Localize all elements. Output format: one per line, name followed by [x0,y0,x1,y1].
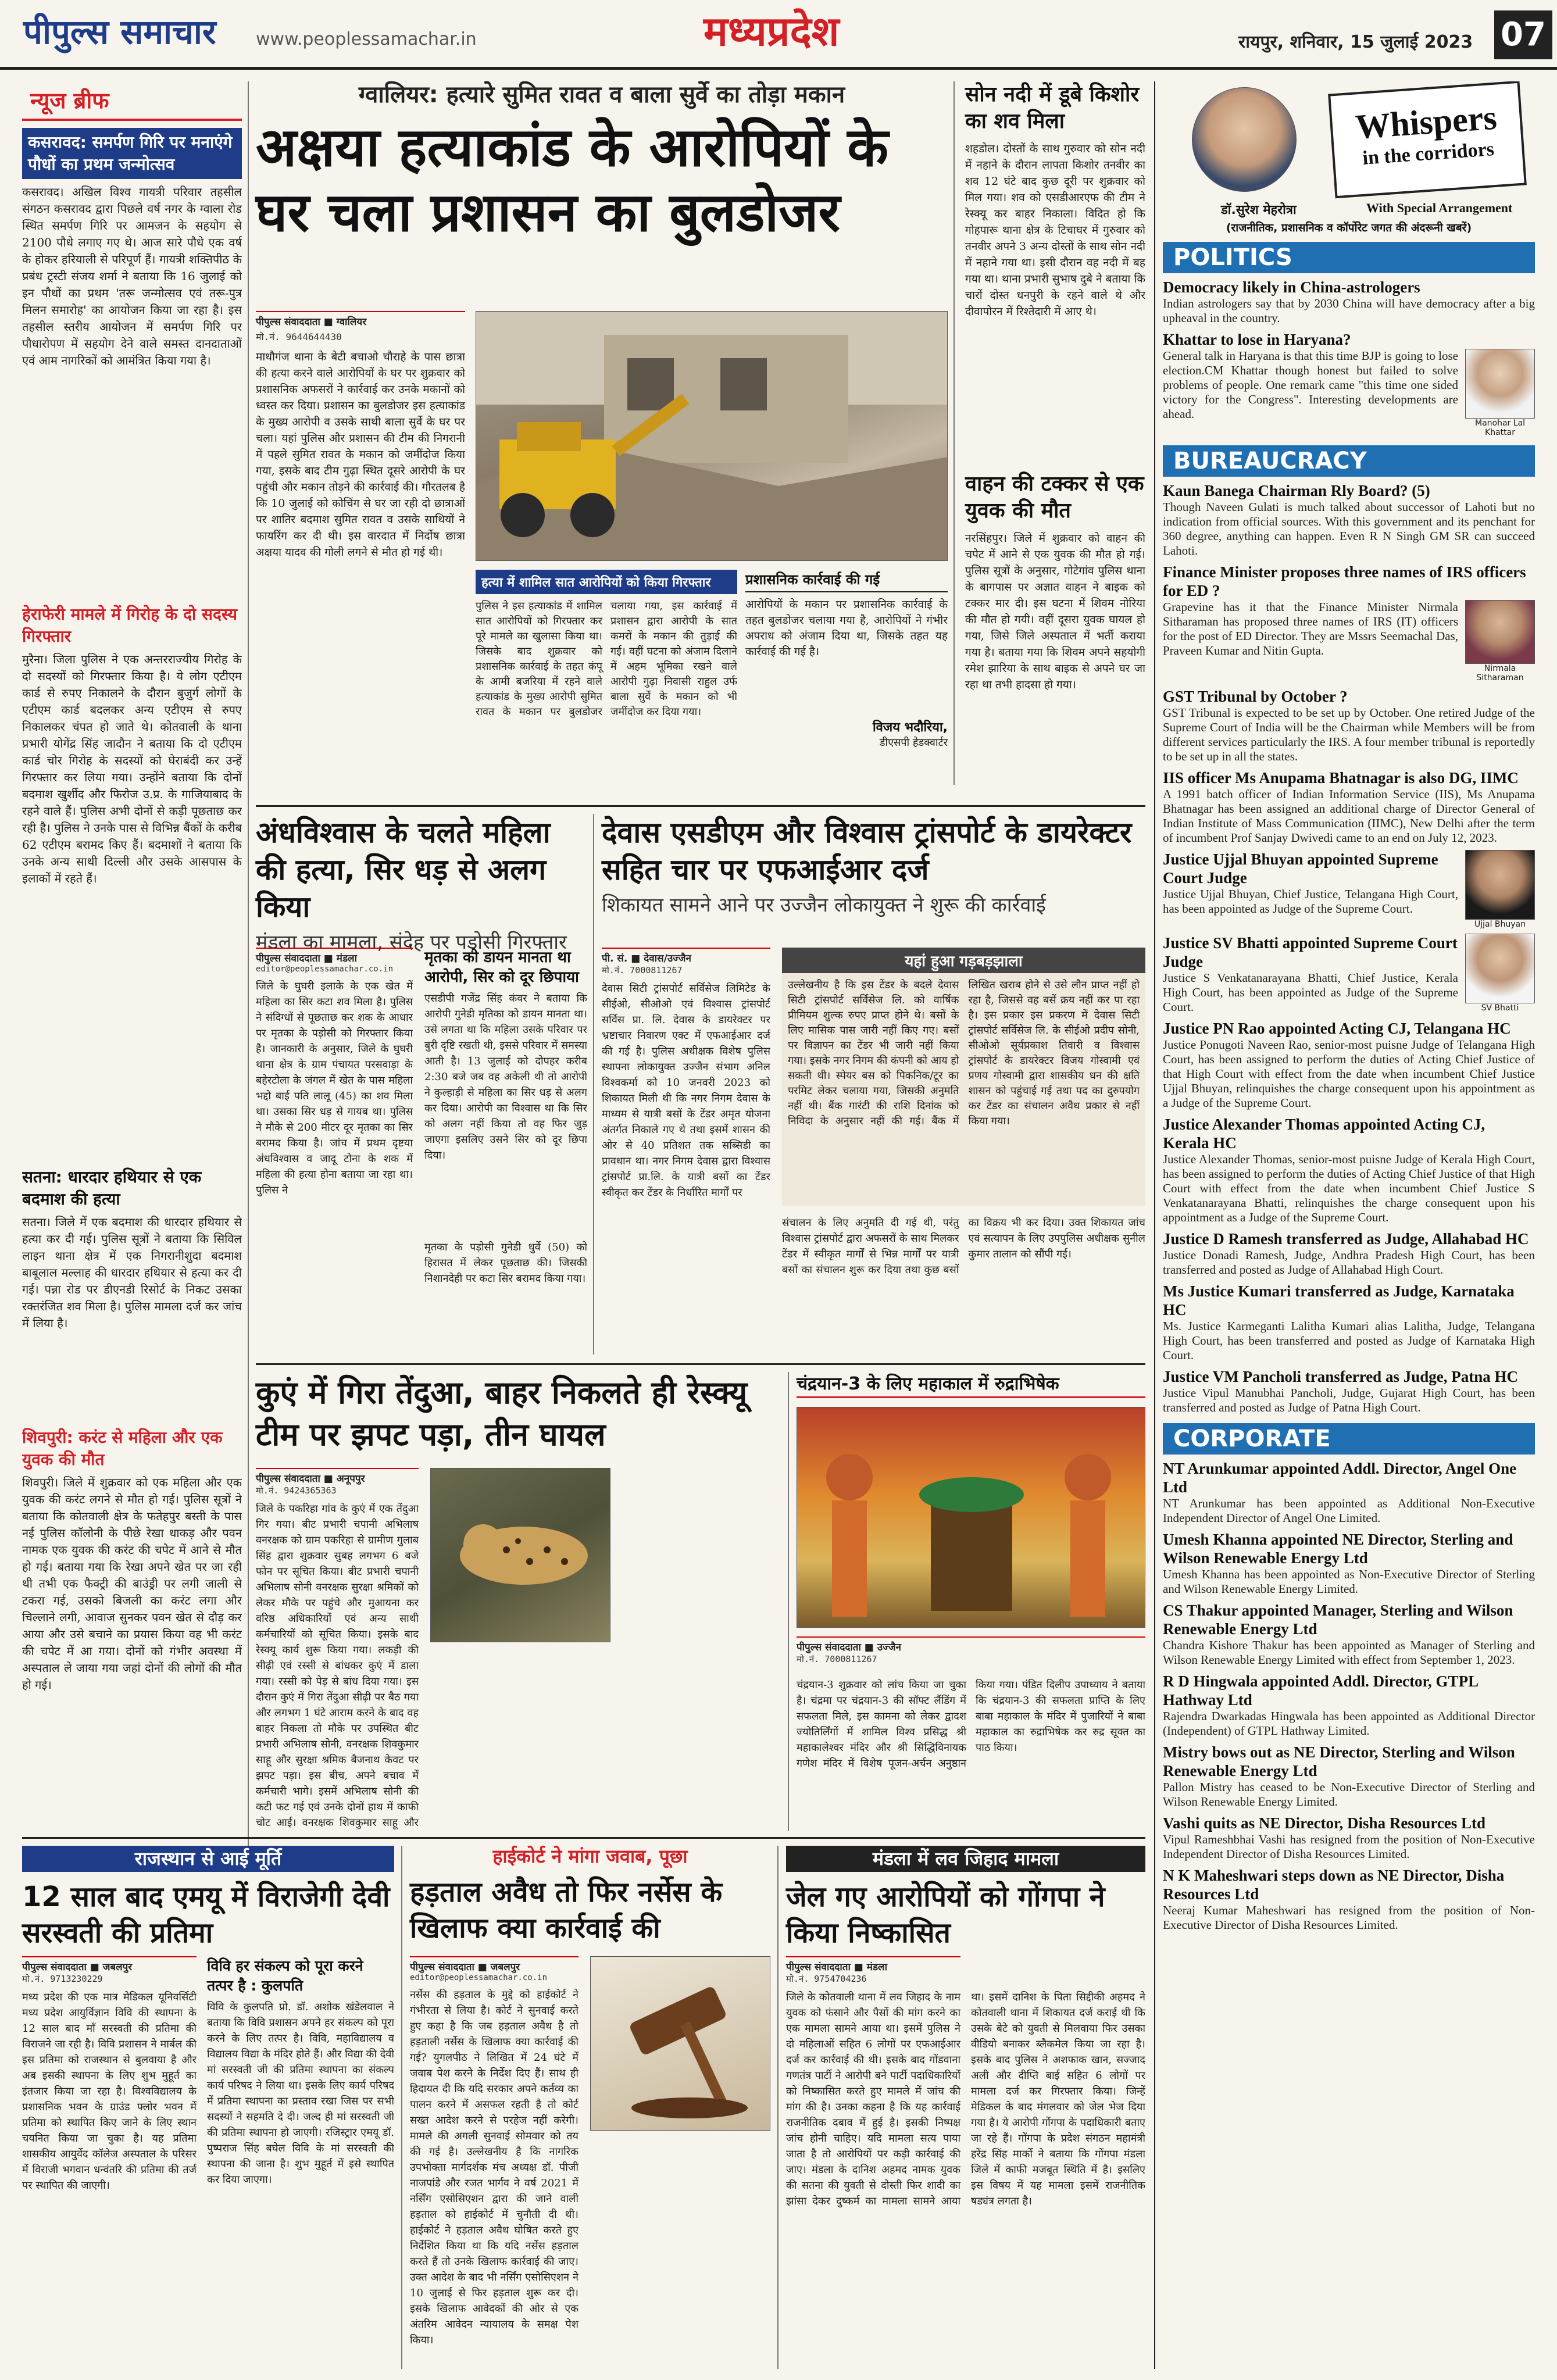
dewas-body-2: संचालन के लिए अनुमति दी गई थी, परंतु विश्वास ट्रांसपोर्ट द्वारा अफसरों के साथ मिलकर टेंडर में स्वीकृत मार्गों से भिन्न मार्गों पर यात्री बसों का संचालन शुरू कर दिया तथा कुछ बसों का विक्रय भी कर दिया। उक्त शिकायत जांच एवं सत्यापन के लिए उपपुलिस अधीक्षक सुनील कुमार तालान को सौंपी गई। [782,1217,1145,1276]
dewas-phone: मो.नं. 7000811267 [602,965,683,975]
box-title: हत्या में शामिल सात आरोपियों को किया गिरफ्तार [476,570,737,594]
rajasthan-byline: पीपुल्स संवाददाता ■ जबलपुर [22,1956,197,1973]
nurses-kicker: हाईकोर्ट ने मांगा जवाब, पूछा [492,1845,688,1867]
mandla-body: जिले के कोतवाली थाना में लव जिहाद के नाम युवक को फंसाने और पैसों की मांग करने का एक मामला सामने आया था। इसमें पुलिस ने दो महिलाओं सहित 6 लोगों पर एफआईआर दर्ज कर कार्रवाई की थी। इसके बाद गोंडवाना गणतंत्र पार्टी ने आरोपी बने पार्टी पदाधिकारियों को निष्कासित करते हुए मामले में जांच की मांग की है। उनका कहना है कि यह कार्रवाई राजनीतिक दबाव में हुई है। इसकी निष्पक्ष जांच होनी चाहिए। यदि मामला सत्य पाया जाता है तो आरोपियों पर कड़ी कार्रवाई की जाए। मंडला के दानिश अहमद नामक युवक की सतना की युवती से दोस्ती फिर शादी का झांसा देकर दुष्कर्म का मामला सामने आया था। इसमें दानिश के पिता सिद्दीकी अहमद ने कोतवाली थाना में शिकायत दर्ज कराई थी कि उसके बेटे को युवती से मिलवाया फिर उसका वीडियो बनाकर ब्लैकमेल किया जा रहा है। इसके बाद पुलिस ने अशफाक खान, सज्जाद अली और दीप्ति बाई सहित 6 लोगों पर मामला दर्ज कर गिरफ्तार किया। जिन्हें मेडिकल के बाद मंगलवार को जेल भेज दिया गया है। ये आरोपी गोंगपा के पदाधिकारी बताए जा रहे हैं। गोंगपा के प्रदेश संगठन महामंत्री हरेंद्र सिंह मार्को ने बताया कि गोंगपा मंडला जिले में काफी मजबूत स्थिति में है। इसलिए इस विषय में यह मामला इसमें राजनीतिक षड्यंत्र लगता है। [786,1991,1145,2207]
lead-phone: मो.नं. 9644644430 [256,331,342,342]
rajasthan-box-body: विवि के कुलपति प्रो. डॉ. अशोक खंडेलवाल ने बताया कि विवि प्रशासन अपने हर संकल्प को पूरा करने के लिए तत्पर है। विवि, महाविद्यालय व विद्यालय विद्या के मंदिर होते हैं। और विद्या की देवी मां सरस्वती जी की प्रतिमा स्थापना का संकल्प कार्य परिषद ने लिया था। इसके लिए कार्य परिषद में प्रतिमा स्थापना का प्रस्ताव रखा जिस पर सभी सदस्यों ने सहमति दे दी। जल्द ही मां सरस्वती जी की प्रतिमा स्थापना हो जाएगी। रजिस्ट्रार एमयू डॉ. पुष्पराज सिंह बघेल विवि के मां सरस्वती की स्थापना की जाना है। शुभ मुहूर्त में इसे स्थापित कर दिया जाएगा। [207,2001,394,2186]
whisper-body: Indian astrologers say that by 2030 China will have democracy after a big upheaval in the country. [1163,296,1535,325]
whisper-item [1163,563,1535,682]
whisper-title[interactable]: GST Tribunal by October ? [1163,688,1348,705]
whisper-body: Justice S Venkatanarayana Bhatti, Chief Justice, Kerala High Court, has been appointed as Judge of the Supreme Court. [1163,971,1458,1014]
lead-story [256,81,948,796]
khattar-caption: Manohar Lal Khattar [1474,419,1526,437]
column-divider [788,1372,789,1831]
dewas-col-1 [602,948,770,1355]
mahakal-photo-art [797,1407,1145,1628]
whisper-item [1163,1019,1535,1110]
author-photo [1192,87,1297,192]
section-rule [256,805,1145,807]
whisper-title[interactable]: Justice Alexander Thomas appointed Acting CJ, Kerala HC [1163,1116,1485,1152]
whisper-body: Pallon Mistry has ceased to be Non-Executive Director of Sterling and Wilson Renewable Energy Limited. [1163,1780,1535,1809]
whisper-body: Justice Vipul Manubhai Pancholi, Judge, Gujarat High Court, has been transferred and posted as Judge of Patna High Court. [1163,1386,1535,1414]
lead-box-action [745,570,948,785]
leopard-photo[interactable] [430,1468,610,1642]
whisper-body: Ms. Justice Karmeganti Lalitha Kumari alias Lalitha, Judge, Telangana High Court, has been transferred and posted as Judge of Karnataka High Court. [1163,1319,1535,1362]
chandrayaan-byline-block [797,1636,1145,1665]
chandrayaan-byline: पीपुल्स संवाददाता ■ उज्जैन [797,1636,1145,1653]
mandla-story [786,1846,1145,2369]
whisper-body: Justice Alexander Thomas, senior-most puisne Judge of Kerala High Court, has been assigned to perform the duties of Acting Chief Justice of that High Court with effect from the date when incumbent Chief Justice S Venkatanarayana Bhatti, relinquishes the charge consequent upon his appointment as a Judge of the Supreme Court. [1163,1152,1535,1224]
whispers-column [1163,81,1535,2369]
column-divider [954,81,955,785]
whisper-item [1163,330,1535,437]
tendua-headline[interactable]: कुएं में गिरा तेंदुआ, बाहर निकलते ही रेस्क्यू टीम पर झपट पड़ा, तीन घायल [256,1374,748,1453]
whisper-title[interactable]: Democracy likely in China-astrologers [1163,278,1420,296]
whisper-title[interactable]: NT Arunkumar appointed Addl. Director, Angel One Ltd [1163,1460,1517,1496]
andhvishwas-box-title: मृतका को डायन मानता था आरोपी, सिर को दूर छिपाया [424,949,579,986]
whisper-item [1163,1601,1535,1667]
column-divider [777,1846,779,2369]
whisper-item [1163,1230,1535,1277]
whisper-item [1163,278,1535,326]
whisper-item [1163,769,1535,845]
brief-item [22,128,242,599]
whisper-item [1163,1672,1535,1738]
section-header-corporate: CORPORATE [1163,1423,1535,1455]
whisper-body: Justice Donadi Ramesh, Judge, Andhra Pradesh High Court, has been transferred and posted as Judge of Allahabad High Court. [1163,1248,1535,1277]
tendua-col-1 [256,1468,419,1831]
brand-logo[interactable]: पीपुल्स समाचार [23,12,216,52]
whispers-masthead [1163,81,1535,238]
dewas-body: देवास सिटी ट्रांसपोर्ट सर्विसेज लिमिटेड के सीईओ, सीओओ एवं विश्वास ट्रांसपोर्ट सर्विस प्रा. लि. देवास के डायरेक्टर पर भ्रष्टाचार निवारण एक्ट में एफआईआर दर्ज की गई है। पुलिस अधीक्षक विशेष पुलिस स्थापना लोकायुक्त उज्जैन संभाग अनिल विश्वकर्मा को 10 जनवरी 2023 को शिकायत मिली थी कि नगर निगम देवास के माध्यम से यात्री बसों के टेंडर अमृत योजना अंतर्गत निकाले गए थे तथा इसमें शासन की ओर से 40 प्रतिशत तक सब्सिडी का प्रावधान था। नगर निगम देवास द्वारा विश्वास ट्रांसपोर्ट प्रा.लि. के यात्री बसों का टेंडर स्वीकृत कर टेंडर के निर्धारित मार्गों पर [602,982,770,1199]
brief-body: मुरैना। जिला पुलिस ने एक अन्तरराज्यीय गिरोह के दो सदस्यों को गिरफ्तार किया है। ये लोग एटीएम कार्ड से रुपए निकालने के दौरान बुजुर्ग लोगों के एटीएम कार्ड बदलकर अन्य एटीएम से रुपए निकालकर चंपत हो जाते थे। कोतवाली के थाना प्रभारी योगेंद्र सिंह जादौन ने बताया कि दो एटीएम कार्ड चोर गिरोह के सदस्यों को घेराबंदी कर उन्हें गिरफ्तार कर लिया गया। उन्होंने बताया कि दोनों बदमाश खुर्शीद और फिरोज उ.प्र. के गाजियाबाद के रहने वाले हैं। पुलिस अभी दोनों से कड़ी पूछताछ कर रही है। पुलिस ने उनके पास से विभिन्न बैंकों के करीब 62 एटीएम बरामद किए हैं। बदमाशों ने बताया कि उनके अन्य साथी दिल्ली और उसके आसपास के इलाकों में रहते हैं। [22,652,242,885]
chandrayaan-story [797,1372,1145,1831]
rajasthan-box [207,1956,394,2369]
whisper-title[interactable]: Khattar to lose in Haryana? [1163,331,1351,348]
dewas-box-title: यहां हुआ गड़बड़झाला [782,948,1145,973]
andhvishwas-headline[interactable]: अंधविश्वास के चलते महिला की हत्या, सिर धड़ से अलग किया [256,816,551,924]
gavel-photo[interactable] [590,1956,770,2131]
whisper-title[interactable]: Vashi quits as NE Director, Disha Resources Ltd [1163,1814,1486,1832]
whisper-item [1163,850,1535,929]
section-header-politics: POLITICS [1163,242,1535,273]
box-author: विजय भदौरिया, [872,720,948,735]
lead-box-arrests [476,570,737,785]
dewas-byline: पी. सं. ■ देवास/उज्जैन [602,948,770,964]
whisper-title[interactable]: Justice SV Bhatti appointed Supreme Court Judge [1163,934,1458,970]
andhvishwas-subhead: मंडला का मामला, संदेह पर पड़ोसी गिरफ्तार [256,931,567,954]
whisper-title[interactable]: IIS officer Ms Anupama Bhatnagar is also DG, IIMC [1163,769,1519,787]
brief-title[interactable]: सतना: धारदार हथियार से एक बदमाश की हत्या [22,1167,202,1209]
son-river-headline[interactable]: सोन नदी में डूबे किशोर का शव मिला [965,83,1140,133]
whisper-item [1163,1459,1535,1525]
chandrayaan-body: चंद्रयान-3 शुक्रवार को लांच किया जा चुका है। चंद्रमा पर चंद्रयान-3 की सॉफ्ट लैंडिंग में सफलता मिले, इस कामना को लेकर द्वादश ज्योतिर्लिंगों में शामिल विश्व प्रसिद्ध श्री महाकालेश्वर मंदिर और श्री सिद्धिविनायक गणेश मंदिर में विशेष पूजन-अर्चन अनुष्ठान किया गया। पंडित दिलीप उपाध्याय ने बताया कि चंद्रयान-3 की सफलता प्राप्ति के लिए बाबा महाकाल के मंदिर में पुजारियों ने बाबा महाकाल का रुद्राभिषेक कर रुद्र सूक्त का पाठ किया। [797,1679,1145,1770]
box-body: पुलिस ने इस हत्याकांड में शामिल सात आरोपियों को गिरफ्तार कर पूरे मामले का खुलासा किया था। जिसके बाद शुक्रवार को प्रशासनिक कार्रवाई के तहत कंपू के आमी बजरिया में रहने वाले हत्याकांड के मुख्य आरोपी सुमित रावत के मकान पर बुलडोजर चलाया गया, इस कार्रवाई में प्रशासन द्वारा आरोपी के सात कमरों के मकान की तुड़ाई की गई। वहीं घटना को अंजाम दिलाने में अहम भूमिका रखने वाले आरोपी गुढ़ा निवासी राहुल उर्फ बाला सुर्वे के मकान को भी जमींदोज कर दिया गया। [476,600,737,718]
brief-title[interactable]: हेराफेरी मामले में गिरोह के दो सदस्य गिरफ्तार [22,605,237,646]
whispers-logo-line-2: in the corridors [1362,138,1495,169]
rajasthan-story [22,1846,394,2369]
bulldozer-photo-art [476,312,948,561]
andhvishwas-body: जिले के घुघरी इलाके के एक खेत में महिला का सिर कटा शव मिला है। पुलिस ने संदिग्धों से पूछताछ कर शक के आधार पर मृतका के पड़ोसी को गिरफ्तार किया है। जानकारी के अनुसार, जिले के घुघरी थाना क्षेत्र के ग्राम पंचायत परसवाड़ा के बहेरटोला के जंगल में खेत के पास महिला भद्दो बाई पति लालू (45) का शव मिला था। उसका सिर धड़ से गायब था। पुलिस ने मौके से 200 मीटर दूर मृतका का सिर बरामद किया है। जांच में प्रथम दृष्टया अंधविश्वास व जादू टोना के शक में महिला की हत्या होना बताया जा रहा था। पुलिस ने [256,980,413,1196]
mandla-byline: पीपुल्स संवाददाता ■ मंडला [786,1956,960,1973]
brief-item [22,1166,242,1422]
whisper-title[interactable]: Justice D Ramesh transferred as Judge, Allahabad HC [1163,1230,1529,1248]
brief-item [22,603,242,1162]
whisper-title[interactable]: Ms Justice Kumari transferred as Judge, Karnataka HC [1163,1282,1515,1318]
mahakal-photo[interactable] [797,1407,1145,1628]
tendua-body: जिले के पकरिहा गांव के कुएं में एक तेंदुआ गिर गया। बीट प्रभारी चपानी अभिलाष वनरक्षक को ग्राम पकरिहा से ग्रामीण गुलाब सिंह द्वारा शुक्रवार सुबह लगभग 6 बजे फोन पर सूचित किया। बीट प्रभारी चपानी अभिलाष सोनी वनरक्षक सुरक्षा श्रमिकों को लेकर मौके पर पहुंचे और मुआयना कर वरिष्ठ अधिकारियों एवं अन्य साथी कर्मचारियों को सूचित किया। इसके बाद रेस्क्यू कार्य शुरू किया गया। लकड़ी की सीढ़ी एवं रस्सी से बांधकर कुएं में डाला गया। रस्सी को पेड़ से बांध दिया गया। इस दौरान कुएं में गिरा तेंदुआ सीढ़ी पर बैठ गया और लगभग 1 घंटे आराम करने के बाद वह बाहर निकला तो मौके पर उपस्थित बीट प्रभारी अभिलाष सोनी, वनरक्षक शिवकुमार साहू और सुरक्षा श्रमिक बैजनाथ केवट पर झपट पड़ा। इस बीच, अपने बचाव में कर्मचारी भागे। इसमें अभिलाष सोनी की कटी फट गई एवं उनके दोनों हाथ में काफी चोट आई। वनरक्षक शिवकुमार साहू और [256,1503,419,1829]
tendua-phone: मो.नं. 9424365363 [256,1485,337,1496]
rajasthan-headline[interactable]: 12 साल बाद एमयू में विराजेगी देवी सरस्वती की प्रतिमा [22,1880,390,1949]
rajasthan-phone: मो.नं. 9713230229 [22,1974,103,1984]
whisper-body: GST Tribunal is expected to be set up by October. One retired Judge of the Supreme Court of India will be the Chairman while Members will be from different services particularly the IRS. A four member tribunal is reportedly to be set up in all the states. [1163,706,1535,763]
column-divider [593,814,594,1355]
box-author-title: डीएसपी हेडक्वार्टर [879,737,948,749]
whispers-logo [1328,81,1527,198]
andhvishwas-col-2 [424,948,587,1355]
bhatti-photo [1465,934,1535,1003]
whisper-body: NT Arunkumar has been appointed as Additional Non-Executive Independent Director of Angel One Limited. [1163,1496,1535,1525]
column-divider [401,1846,402,2369]
andhvishwas-col-1 [256,948,413,1355]
section-title: मध्यप्रदेश [703,8,840,55]
whisper-body: Though Naveen Gulati is much talked about successor of Lahoti but no indication from official sources. With this government and its penchant for 360 degree, anything can happen. Even R N Singh GM SR can succeed Lahoti. [1163,500,1535,558]
whisper-title[interactable]: Umesh Khanna appointed NE Director, Sterling and Wilson Renewable Energy Ltd [1163,1531,1513,1567]
andhvishwas-story [256,814,587,1355]
whisper-item [1163,481,1535,558]
brief-item [22,1427,242,1857]
whisper-body: Justice Ujjal Bhuyan, Chief Justice, Telangana High Court, has been appointed as Judge of the Supreme Court. [1163,887,1458,916]
column-divider [248,81,249,1860]
brief-body: कसरावद। अखिल विश्व गायत्री परिवार तहसील संगठन कसरावद द्वारा पिछले वर्ष नगर के ग्वाला रोड स्थित समर्पण गिरि पर आमजन के सहयोग से 2100 पौधे लगाए गए थे। आज सारे पौधे एक वर्ष के होकर हरियाली से परिपूर्ण हैं। गायत्री शक्तिपीठ के प्रबंध ट्रस्टी संजय शर्मा ने बताया कि 16 जुलाई को इन पौधों का प्रथम 'तरू जन्मोत्सव एवं तरू-पुत्र मिलन समारोह' का आयोजन किया जा रहा है। इस तहसील स्तरीय आयोजन में समर्पण गिरि पर पौधारोपण में सहयोग देने वाले समस्त दानदाताओं एवं आम नागरिकों को आमंत्रित किया गया है। [22,185,242,367]
whisper-title[interactable]: Justice PN Rao appointed Acting CJ, Telangana HC [1163,1020,1511,1037]
bhatti-photo-block [1465,934,1535,1014]
news-brief-column [22,81,242,1860]
box-body: आरोपियों के मकान पर प्रशासनिक कार्रवाई के तहत बुलडोजर चलाया गया है, आरोपियों ने गंभीर अपराध को अंजाम दिया था, जिसके तहत यह कार्रवाई की गई है। [745,598,948,658]
tendua-byline: पीपुल्स संवाददाता ■ अनूपपुर [256,1468,419,1485]
chandrayaan-phone: मो.नं. 7000811267 [797,1654,877,1664]
nurses-story [410,1846,770,2369]
news-brief-label: न्यूज ब्रीफ [22,81,242,121]
lead-headline[interactable]: अक्षया हत्याकांड के आरोपियों के घर चला प्रशासन का बुलडोजर [256,116,889,244]
whisper-item [1163,1282,1535,1363]
tendua-body-continued [430,1651,610,1831]
chandrayaan-headline[interactable]: चंद्रयान-3 के लिए महाकाल में रुद्राभिषेक [797,1372,1145,1398]
masthead [0,0,1557,70]
bhatti-caption: SV Bhatti [1481,1003,1519,1013]
whisper-item [1163,1530,1535,1596]
rajasthan-kicker: राजस्थान से आई मूर्ति [22,1846,394,1872]
whisper-item [1163,1814,1535,1861]
whisper-body: Neeraj Kumar Maheshwari has resigned from the position of Non-Executive Director of Disha Resources Limited. [1163,1903,1535,1932]
dewas-box-body: उल्लेखनीय है कि इस टेंडर के बदले देवास सिटी ट्रांसपोर्ट सर्विसेज लि. को वार्षिक प्रीमियम शुल्क रुपए प्राप्त होने थे। बसों के लिए मासिक पास जारी नहीं किए गए। बसों पर विज्ञापन का टेंडर भी जारी नहीं किया गया। इसके नगर निगम की कंपनी को आय हो सकती थी। स्पेयर बस को पिकनिक/टूर का परमिट लेकर चलाया गया, जिसकी अनुमति नहीं थी। बैंक गारंटी की राशि दिनांक को निविदा के अनुसार नहीं की गई। बैंक में लिखित खराब होने से उसे लौन प्राप्त नहीं हो रहा है, जिससे वह बसें क्रय नहीं कर पा रहा है। इस प्रकार इस प्रकरण में देवास सिटी ट्रांसपोर्ट सर्विसेज लि. के सीईओ प्रदीप सोनी, सीओओ सूर्यप्रकाश तिवारी व विश्वास ट्रांसपोर्ट के डायरेक्टर विजय गोस्वामी एवं प्रणय गोस्वामी द्वारा शासकीय धन की क्षति शासन को पहुंचाई गई तथा पद का दुरुपयोग कर टेंडर का संचालन अवैध प्रकार से नहीं किया गया। [788,979,1140,1127]
andhvishwas-body-2: मृतका के पड़ोसी गुनेडी धुर्वे (50) को हिरासत में लेकर पूछताछ की। जिसकी निशानदेही पर कटा सिर बरामद किया गया। [424,1241,587,1285]
bhuyan-caption: Ujjal Bhuyan [1474,920,1526,929]
lead-body: माधौगंज थाना के बेटी बचाओ चौराहे के पास छात्रा की हत्या करने वाले आरोपियों के घर पर शुक्रवार को प्रशासनिक अफसरों ने कार्रवाई कर उनके मकानों को ध्वस्त कर दिया। प्रशासन का बुलडोजर इस हत्याकांड के मुख्य आरोपी व उसके साथी बाला सुर्वे के घर पर चला। यहां पुलिस और प्रशासन की टीम की निगरानी में पहले सुमित रावत के मकान को जमींदोज किया गया, इसके बाद टीम गुढ़ा स्थित दूसरे आरोपी के घर पहुंची और मकान तोड़ने की कार्रवाई की। गौरतलब है कि 10 जुलाई को कोचिंग से घर जा रही दो छात्राओं पर शातिर बदमाश सुमित रावत व उसके साथियों ने फायरिंग कर दी थी। इस वारदात में निर्दोष छात्रा अक्षया यादव की गोली लगने से मौत हो गई थी। [256,351,465,559]
section-header-bureaucracy: BUREAUCRACY [1163,445,1535,477]
andhvishwas-email[interactable]: editor@peoplessamachar.co.in [256,964,394,974]
column-divider [1154,81,1155,2369]
whisper-item [1163,1743,1535,1809]
edition-date: रायपुर, शनिवार, 15 जुलाई 2023 [1238,32,1473,52]
whisper-body: Chandra Kishore Thakur has been appointed as Manager of Sterling and Wilson Renewable Energy Limited with effect from September 1, 2023. [1163,1638,1535,1667]
whisper-item [1163,1866,1535,1932]
gavel-photo-art [591,1957,770,2131]
nurses-body: नर्सेस की हड़ताल के मुद्दे को हाईकोर्ट ने गंभीरता से लिया है। कोर्ट ने सुनवाई करते हुए कहा है कि जब हड़ताल अवैध है तो हड़ताली नर्सेस के खिलाफ क्या कार्रवाई की गई? युगलपीठ ने लिखित में 24 घंटे में जवाब पेश करने के निर्देश दिए हैं। साथ ही हिदायत दी कि यदि सरकार अपने कर्तव्य का पालन करने में असफल रहती है तो कोर्ट सख्त आदेश करने से परहेज नहीं करेगी। मामले की अगली सुनवाई सोमवार को तय की गई है। उल्लेखनीय है कि नागरिक उपभोक्ता मार्गदर्शक मंच अध्यक्ष डॉ. पीजी नाजपांडे और रजत भार्गव ने वर्ष 2021 में नर्सिंग एसोसिएशन द्वारा की जाने वाली हड़ताल को हाईकोर्ट में चुनौती दी थी। हाईकोर्ट ने हड़ताल अवैध घोषित करते हुए निर्देशित किया था कि यदि नर्सेस हड़ताल करते हैं तो उनके खिलाफ कार्रवाई की जाए। उक्त आदेश के बाद भी नर्सिंग एसोसिएशन ने 10 जुलाई से फिर हड़ताल शुरू कर दी। इसके खिलाफ आवेदकों की ओर से एक अंतरिम आवेदन न्यायालय के समक्ष पेश किया। [410,1989,578,2346]
page-number: 07 [1494,10,1552,59]
mandla-headline[interactable]: जेल गए आरोपियों को गोंगपा ने किया निष्कासित [786,1880,1105,1949]
rajasthan-body: मध्य प्रदेश की एक मात्र मेडिकल यूनिवर्सिटी मध्य प्रदेश आयुर्विज्ञान विवि की स्थापना के 12 साल बाद माँ सरस्वती की प्रतिमा की विराजने जा रही है। विवि प्रशासन ने मार्बल की इस प्रतिमा को राजस्थान से बुलवाया है और अब इसकी स्थापना के लिए शुभ मुहूर्त का इंतजार किया जा रहा है। विश्वविद्यालय के प्रशासनिक भवन के ग्राउंड फ्लोर भवन में प्रतिमा को स्थापित किए जाने के लिए स्थान चयनित किया जा चुका है। यह प्रतिमा शासकीय आयुर्वेद कॉलेज अस्पताल के परिसर में विराजी भगवान धन्वंतरि की प्रतिमा की तर्ज पर स्थापित की जाएगी। [22,1991,197,2192]
andhvishwas-byline: पीपुल्स संवाददाता ■ मंडला [256,948,413,964]
whispers-tagline: (राजनीतिक, प्रशासनिक व कॉर्पोरेट जगत की अंदरूनी खबरें) [1226,221,1472,234]
whisper-title[interactable]: R D Hingwala appointed Addl. Director, GTPL Hathway Ltd [1163,1673,1478,1709]
mandla-col-1 [786,1956,1145,2369]
nurses-email[interactable]: editor@peoplessamachar.co.in [410,1973,548,1982]
section-rule [22,1837,1145,1839]
mandla-phone: मो.नं. 9754704236 [786,1974,867,1984]
nurses-byline: पीपुल्स संवाददाता ■ जबलपुर [410,1956,578,1973]
sitharaman-photo-block [1465,600,1535,682]
leopard-photo-art [431,1468,610,1642]
whispers-arrangement: With Special Arrangement [1366,201,1513,215]
whisper-body: Justice Ponugoti Naveen Rao, senior-most puisne Judge of Telangana High Court, has been assigned to perform the duties of Acting Chief Justice of that High Court with effect from the date when incumbent Chief Justice Ujjal Bhuyan, relinquishes the charge consequent upon his appointment as a Judge of the Supreme Court. [1163,1038,1535,1110]
dewas-headline[interactable]: देवास एसडीएम और विश्वास ट्रांसपोर्ट के डायरेक्टर सहित चार पर एफआईआर दर्ज [602,816,1132,887]
khattar-photo [1465,349,1535,419]
whisper-title[interactable]: Finance Minister proposes three names of IRS officers for ED ? [1163,563,1526,599]
nurses-headline[interactable]: हड़ताल अवैध तो फिर नर्सेस के खिलाफ क्या कार्रवाई की [410,1875,723,1945]
whisper-item [1163,687,1535,764]
whisper-title[interactable]: Justice VM Pancholi transferred as Judge, Patna HC [1163,1368,1518,1385]
vahan-story [965,471,1145,785]
tendua-story [256,1372,779,1831]
dewas-subhead: शिकायत सामने आने पर उज्जैन लोकायुक्त ने शुरू की कार्रवाई [602,894,1046,917]
bhuyan-photo-block [1465,850,1535,929]
whisper-title[interactable]: CS Thakur appointed Manager, Sterling and Wilson Renewable Energy Ltd [1163,1602,1513,1638]
bhuyan-photo [1465,850,1535,920]
son-river-body: शहडोल। दोस्तों के साथ गुरुवार को सोन नदी में नहाने के दौरान लापता किशोर तनवीर का शव 12 घंटे बाद कुछ दूरी पर शुक्रवार को मिल गया। शव को एसडीआरएफ की टीम ने रेस्क्यू कर बाहर निकाला। विदित हो कि गोहपारू थाना क्षेत्र के टिचाघर में गुरुवार को तनवीर अपने 3 अन्य दोस्तों के साथ सोन नदी में नहाने गया था। इसी दौरान वह नदी में बह गया था। थाना प्रभारी सुभाष दुबे ने बताया कि चारों दोस्त धनपुरी के रहने वाले थे और दीवापोरन में रिश्तेदारी में आए थे। [965,142,1145,318]
andhvishwas-box-body: एसडीपी गजेंद्र सिंह कंवर ने बताया कि आरोपी गुनेडी मृतिका को डायन मानता था। उसे लगता था कि महिला उसके परिवार पर बुरी दृष्टि रखती थी, इससे परिवार में समस्या आती है। 13 जुलाई को दोपहर करीब 2:30 बजे जब वह अकेली थी तो आरोपी ने कुल्हाड़ी से महिला का सिर धड़ से अलग कर दिया। आरोपी का विश्वास था कि सिर को अलग नहीं किया तो वह फिर जुड़ जाएगा इसलिए उसने सिर को दूर छिपा दिया। [424,992,587,1162]
whisper-body: General talk in Haryana is that this time BJP is going to lose election.CM Khattar though honest but failed to solve problems of people. One remark came "this time one sided victory for the Congress". Interesting developments are ahead. [1163,349,1458,421]
whisper-title[interactable]: Kaun Banega Chairman Rly Board? (5) [1163,482,1430,499]
vahan-body: नरसिंहपुर। जिले में शुक्रवार को वाहन की चपेट में आने से एक युवक की मौत हो गई। पुलिस सूत्रों के अनुसार, गोटेगांव पुलिस थाना के बागपास पर अज्ञात वाहन ने बाइक को टक्कर मार दी। इस घटना में शिवम नोरिया की मौत हो गयी। वहीं दूसरा युवक घायल हो गया, जिसे जिले अस्पताल में भर्ती कराया गया है। बताया गया कि शिवम अपने सहयोगी रमेश झारिया के साथ बाइक से अपने घर जा रहा था तभी हादसा हो गया। [965,532,1145,691]
nurses-col-1 [410,1956,578,2369]
son-river-story [965,81,1145,459]
lead-body-column [256,311,465,683]
brief-body: शिवपुरी। जिले में शुक्रवार को एक महिला और एक युवक की करंट लगने से मौत हो गई। पुलिस सूत्रों ने बताया कि कोतवाली क्षेत्र के फतेहपुर बस्ती के पास नई पुलिस कॉलोनी के पीछे रेखा धाकड़ और पवन नामक एक युवक की करंट की चपेट में आने से मौत हो गई। बताया गया कि रेखा अपने खेत पर जा रही थी तभी एक फैक्ट्री की बाउंड्री पर लगी जाली से टकरा गई, उसको बिजली का करंट लगा और चिल्लाने लगी, आवाज सुनकर पवन खेत से दौड़ कर आया और उसे बचाने का प्रयास किया वह भी करंट की चपेट में आ गया। दोनों को गंभीर अवस्था में अस्पताल ले जाया गया जहां दोनों की लोगों की मौत हो गई। [22,1475,242,1692]
sitharaman-caption: Nirmala Sitharaman [1476,664,1524,682]
whisper-title[interactable]: Justice Ujjal Bhuyan appointed Supreme Court Judge [1163,850,1438,887]
whisper-body: Vipul Rameshbhai Vashi has resigned from the position of Non-Executive Independent Director of Disha Resources Limited. [1163,1832,1535,1861]
dewas-box [782,948,1145,1206]
rajasthan-box-title: विवि हर संकल्प को पूरा करने तत्पर है : कुलपति [207,1957,363,1994]
rajasthan-col-1 [22,1956,197,2369]
lead-kicker: ग्वालियर: हत्यारे सुमित रावत व बाला सुर्वे का तोड़ा मकान [358,81,845,108]
lead-byline: पीपुल्स संवाददाता ■ ग्वालियर [256,311,465,328]
whisper-item [1163,934,1535,1014]
whispers-logo-line-1: Whispers [1354,98,1498,146]
whisper-title[interactable]: N K Maheshwari steps down as NE Director, Disha Resources Ltd [1163,1867,1505,1903]
khattar-photo-block [1465,349,1535,437]
vahan-headline[interactable]: वाहन की टक्कर से एक युवक की मौत [965,472,1144,523]
brief-title[interactable]: कसरावद: समर्पण गिरि पर मनाएंगे पौधों का प्रथम जन्मोत्सव [22,128,242,179]
bulldozer-photo[interactable] [476,311,948,561]
whispers-author: डॉ.सुरेश मेहरोत्रा [1221,203,1297,217]
whisper-body: Grapevine has it that the Finance Minister Nirmala Sitharaman has proposed three names of IRS (IT) officers for the post of ED Director. They are Mssrs Seemachal Das, Praveen Kumar and Nitin Gupta. [1163,600,1458,657]
brief-title[interactable]: शिवपुरी: करंट से महिला और एक युवक की मौत [22,1428,223,1469]
whisper-body: Umesh Khanna has been appointed as Non-Executive Director of Sterling and Wilson Renewable Energy Limited. [1163,1567,1535,1596]
whisper-body: Rajendra Dwarkadas Hingwala has been appointed as Additional Director (Independent) of GTPL Hathway Limited. [1163,1709,1535,1738]
whisper-title[interactable]: Mistry bows out as NE Director, Sterling and Wilson Renewable Energy Ltd [1163,1743,1515,1779]
whisper-item [1163,1115,1535,1225]
sitharaman-photo [1465,600,1535,664]
brief-body: सतना। जिले में एक बदमाश की धारदार हथियार से हत्या कर दी गई। पुलिस सूत्रों ने बताया कि सिविल लाइन थाना क्षेत्र में एक निगरानीशुदा बदमाश बाबूलाल मल्लाह की धारदार हथियार से हत्या कर दी गई। पन्ना रोड पर डीएनडी रिसोर्ट के निकट उसका रक्तरंजित शव मिला है। पुलिस मामला दर्ज कर जांच में लिया है। [22,1215,242,1330]
whisper-item [1163,1367,1535,1415]
mandla-kicker: मंडला में लव जिहाद मामला [786,1846,1145,1872]
whisper-body: A 1991 batch officer of Indian Information Service (IIS), Ms Anupama Bhatnagar has been assigned an additional charge of Director General of Indian Institute of Mass Communication (IIMC), New Delhi after the term of incumbent Prof Sanjay Dwivedi came to an end on July 12, 2023. [1163,787,1535,845]
website-link[interactable]: www.peoplessamachar.in [256,29,477,49]
dewas-story [602,814,1145,1355]
box-title: प्रशासनिक कार्रवाई की गई [745,570,948,592]
section-rule [256,1363,1145,1365]
